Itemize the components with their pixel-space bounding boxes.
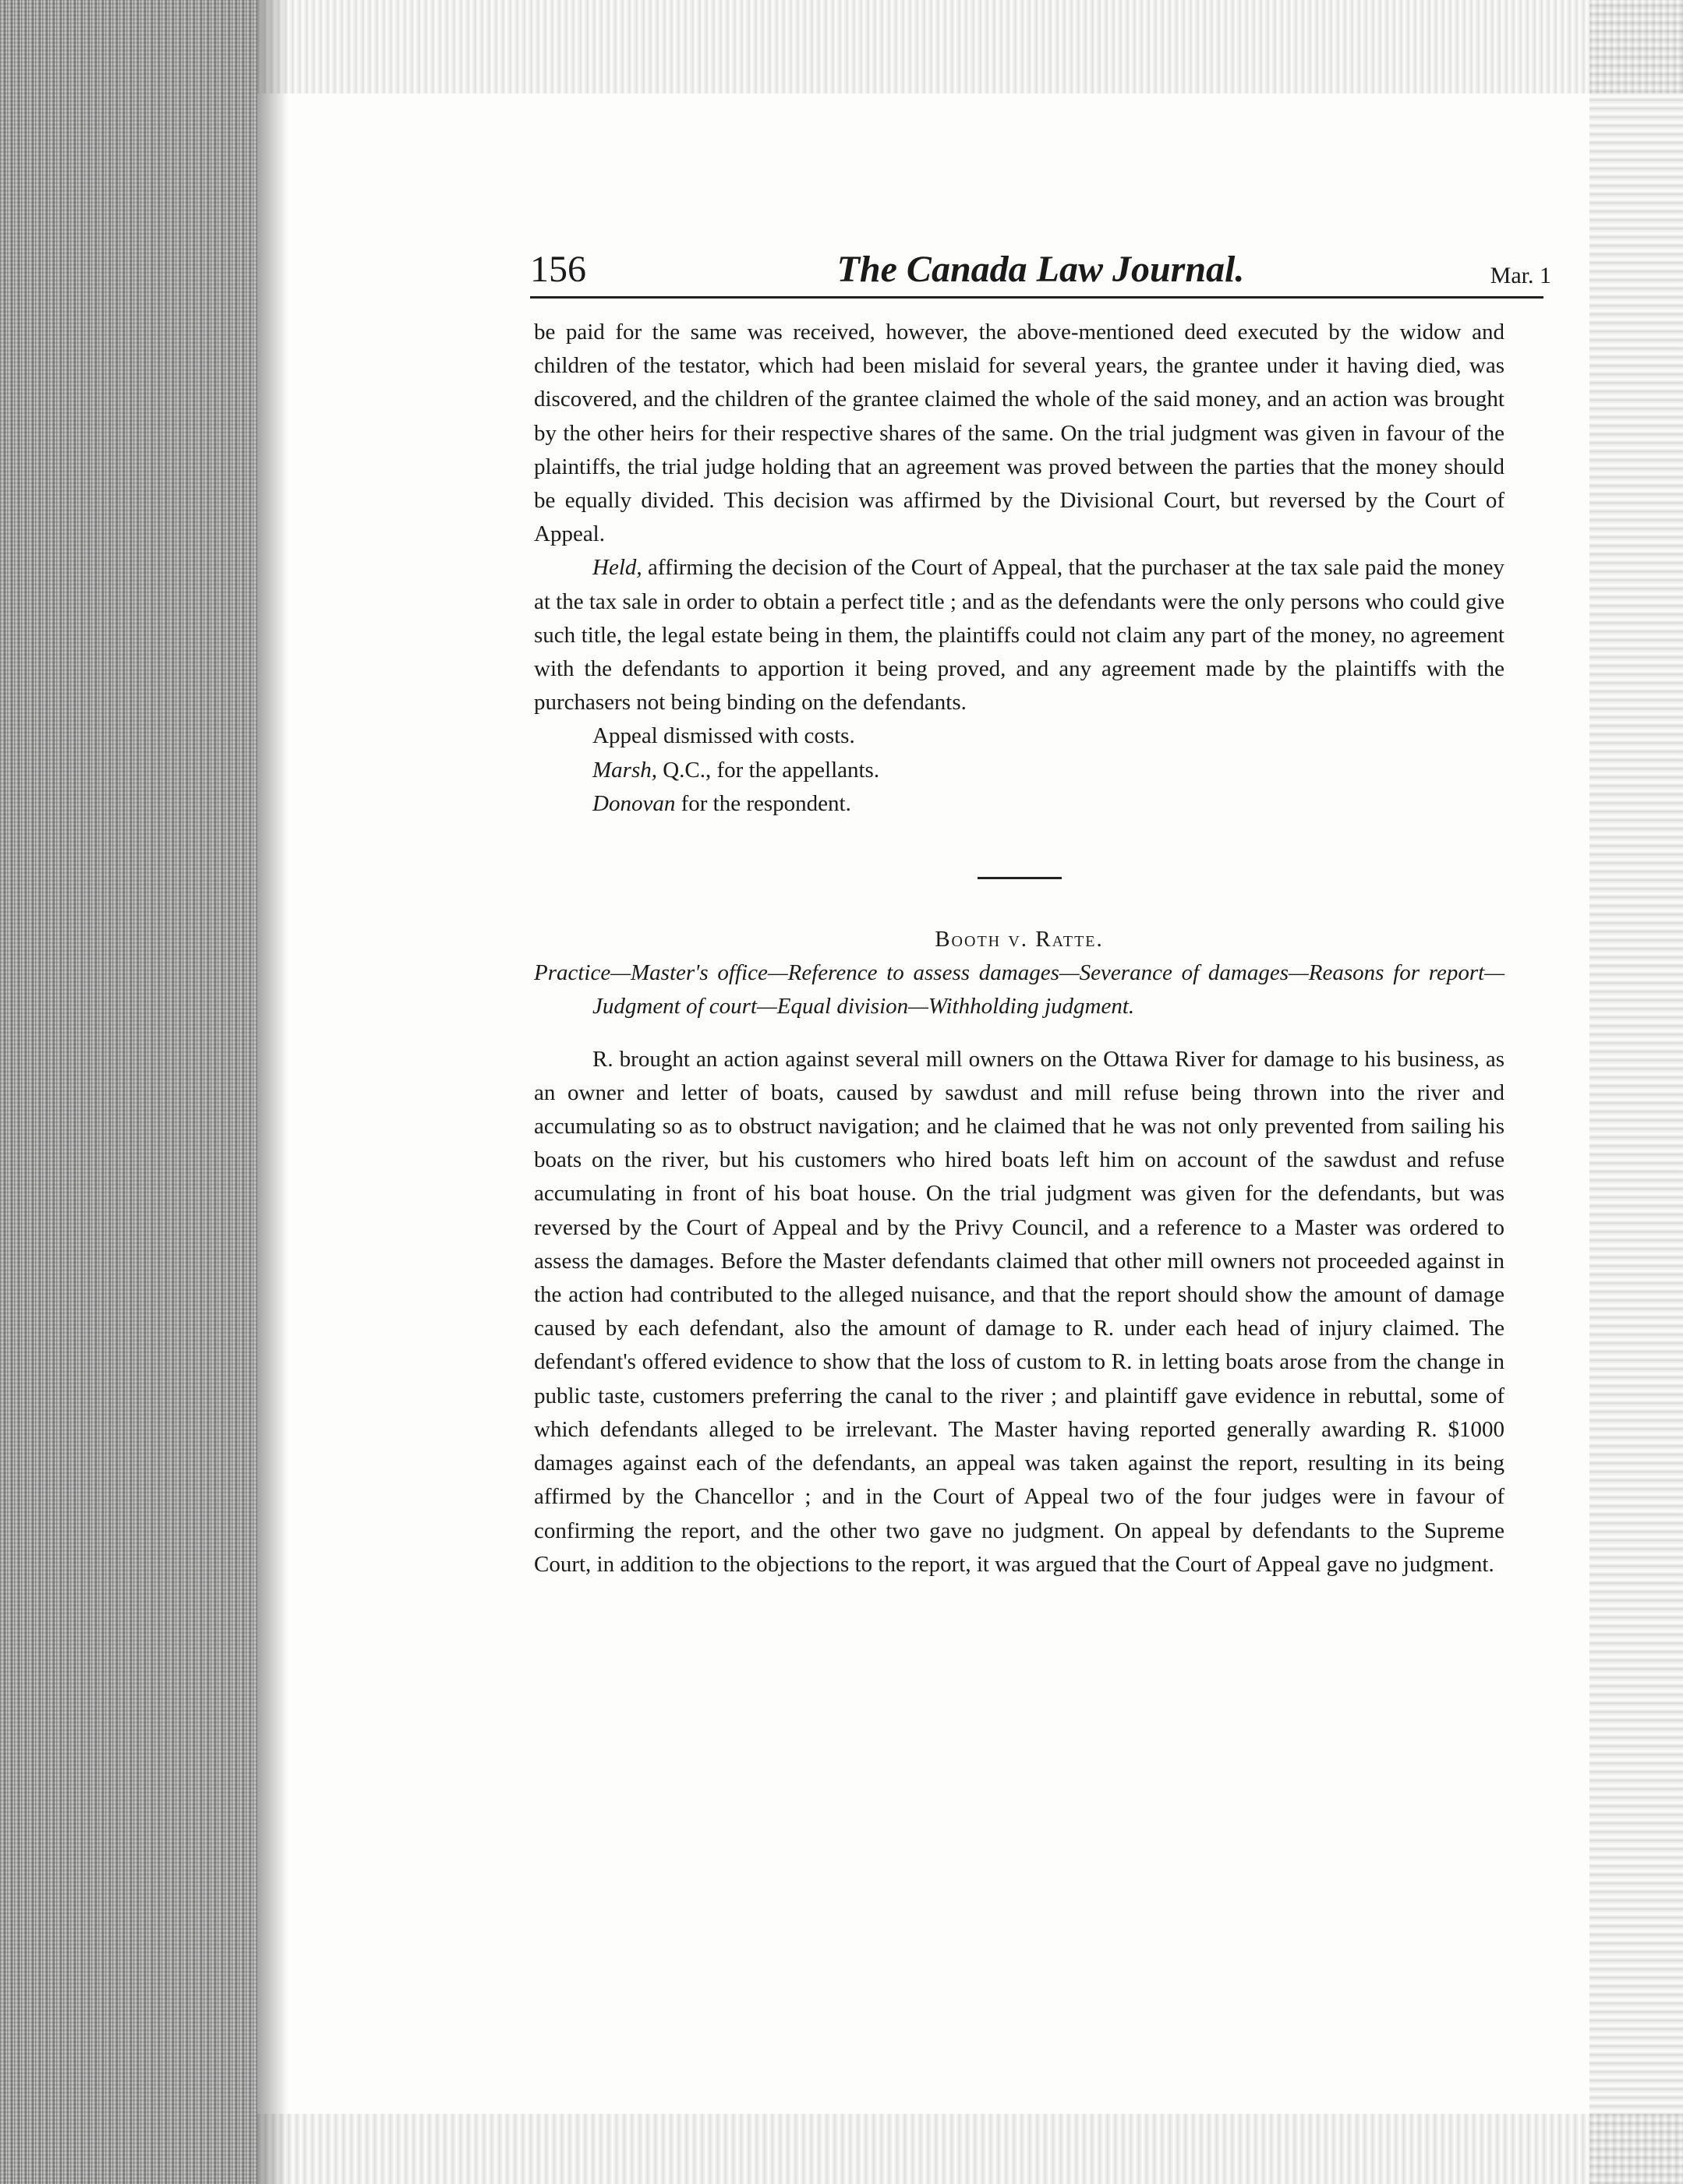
counsel-appellant-text: Q.C., for the appellants. (656, 757, 880, 783)
case-title: Booth v. Ratte. (935, 927, 1104, 952)
counsel-respondent-name: Donovan (592, 790, 676, 816)
headnote: Practice—Master's office—Reference to assess damages—Severance of damages—Reasons for report—Judgment of court—Equal division—Withholding judgment. (534, 960, 1504, 1020)
counsel-appellant (534, 754, 1504, 787)
bottom-scan-noise (257, 2114, 1683, 2184)
held-label: Held, (592, 555, 642, 581)
counsel-respondent (534, 787, 1504, 821)
running-header (530, 246, 1551, 293)
right-scan-noise (1589, 0, 1683, 2184)
header-rule (530, 296, 1543, 299)
section-divider (978, 877, 1062, 879)
disposition: Appeal dismissed with costs. (592, 723, 855, 749)
book-binding-shadow (0, 0, 257, 2184)
held-paragraph (534, 551, 1504, 719)
counsel-respondent-text: for the respondent. (675, 790, 851, 816)
article-body (534, 316, 1504, 1581)
journal-title: The Canada Law Journal. (836, 249, 1245, 290)
top-scan-noise (257, 0, 1683, 94)
counsel-appellant-name: Marsh, (592, 757, 657, 783)
page-number: 156 (530, 249, 586, 290)
held-text: affirming the decision of the Court of Appeal, that the purchaser at the tax sale paid the money at the tax sale in order to obtain a perfect title ; and as the defendants were the only persons who could give such title, the legal estate being in them, the plaintiffs could not claim any part of the money, no agreement with the defendants to apportion it being proved, and any agreement made by the plaintiffs with the purchasers not being binding on the defendants. (534, 555, 1504, 716)
binding-edge-shadow (257, 0, 288, 2184)
issue-date: Mar. 1 (1490, 263, 1551, 288)
case-facts-paragraph: R. brought an action against several mill owners on the Ottawa River for damage to his business, as an owner and letter of boats, caused by sawdust and mill refuse being thrown into the river and accumulating so as to obstruct navigation; and he claimed that he was not only prevented from sailing his boats on the river, but his customers who hired boats left him on account of the sawdust and refuse accumulating in front of his boat house. On the trial judgment was given for the defendants, but was reversed by the Court of Appeal and by the Privy Council, and a reference to a Master was ordered to assess the damages. Before the Master defendants claimed that other mill owners not proceeded against in the action had contributed to the alleged nuisance, and that the report should show the amount of damage caused by each defendant, also the amount of damage to R. under each head of injury claimed. The defendant's offered evidence to show that the loss of custom to R. in letting boats arose from the change in public taste, customers preferring the canal to the river ; and plaintiff gave evidence in rebuttal, some of which defendants alleged to be irrelevant. The Master having reported generally awarding R. $1000 damages against each of the defendants, an appeal was taken against the report, resulting in its being affirmed by the Chancellor ; and in the Court of Appeal two of the four judges were in favour of confirming the report, and the other two gave no judgment. On appeal by defendants to the Supreme Court, in addition to the objections to the report, it was argued that the Court of Appeal gave no judgment. (534, 1046, 1504, 1577)
case-paragraph: be paid for the same was received, however, the above-mentioned deed executed by the widow and children of the testator, which had been mislaid for several years, the grantee under it having died, was discovered, and the children of the grantee claimed the whole of the said money, and an action was brought by the other heirs for their respective shares of the same. On the trial judgment was given in favour of the plaintiffs, the trial judge holding that an agreement was proved between the parties that the money should be equally divided. This decision was affirmed by the Divisional Court, but reversed by the Court of Appeal. (534, 320, 1504, 547)
